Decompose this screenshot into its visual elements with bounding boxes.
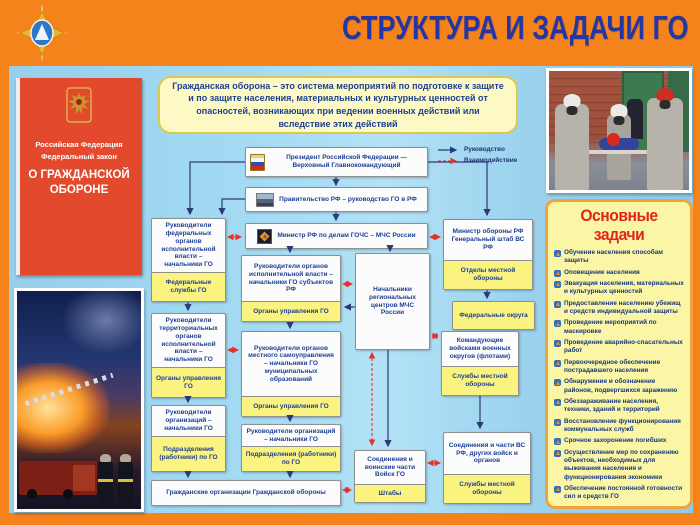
node-president (245, 147, 428, 177)
mchs-badge-icon (554, 450, 561, 457)
node-text: Руководители федеральных органов исполнительной власти – начальники ГО (161, 222, 216, 269)
task-text: Проведение мероприятий по маскировке (564, 319, 657, 335)
node-text: Руководители органов исполнительной власти – начальники ГО субъектов РФ (248, 262, 334, 294)
smoke-shape (61, 288, 144, 355)
rescuer-figure (555, 104, 589, 190)
node-municipal-leaders (241, 331, 341, 417)
task-text: Проведение аварийно-спасательных работ (564, 338, 683, 355)
node-text: Руководители организаций – начальники ГО (246, 427, 336, 443)
mchs-star-emblem-icon (16, 4, 68, 62)
federal-law-book-cover (16, 78, 142, 275)
task-text: Обнаружение и обозначение районов, подвергшихся заражению (564, 378, 678, 394)
mchs-badge-icon (554, 340, 561, 347)
government-building-icon (256, 193, 274, 207)
mchs-badge-icon (554, 250, 561, 257)
node-territorial-leaders (151, 313, 226, 398)
poster-header (0, 0, 700, 66)
task-item (554, 437, 684, 445)
task-item (554, 398, 684, 415)
mchs-badge-icon (554, 270, 561, 277)
gas-mask-shape (614, 116, 625, 125)
wheel-shape (63, 489, 73, 499)
poster-title: СТРУКТУРА И ЗАДАЧИ ГО (341, 9, 688, 46)
node-text: Правительство РФ – руководство ГО в РФ (279, 195, 417, 203)
main-tasks-panel (545, 199, 693, 509)
mchs-badge-icon (554, 301, 561, 308)
photo-firefighting-night (14, 288, 144, 512)
task-item (554, 359, 684, 376)
task-item (554, 249, 684, 266)
node-text: Соединения и воинские части Войск ГО (364, 455, 416, 479)
node-text: Руководители территориальных органов исполнительной власти – начальники ГО (159, 317, 218, 364)
node-text: Руководители органов местного самоуправления – начальники ГО муниципальных образований (248, 344, 334, 383)
task-text: Первоочередное обеспечение пострадавшего населения (564, 358, 661, 374)
node-government (245, 187, 428, 212)
node-text: Министр РФ по делам ГОЧС – МЧС России (277, 232, 416, 240)
node-subject-leaders (241, 255, 341, 322)
civil-defense-definition (158, 76, 518, 134)
task-text: Оповещение населения (564, 268, 640, 276)
russia-coat-of-arms-icon (64, 87, 94, 127)
task-item (554, 300, 684, 317)
task-text: Обеспечение постоянной готовности сил и средств ГО (564, 484, 683, 501)
node-text: Соединения и части ВС РФ, других войск и органов (448, 441, 526, 465)
mchs-badge-icon (554, 281, 561, 288)
node-text: Руководители организаций – начальники ГО (164, 409, 213, 432)
node-subtext: Органы управления ГО (253, 402, 329, 410)
node-go-troops (354, 450, 426, 503)
task-item (554, 449, 684, 482)
mchs-badge-icon (554, 486, 561, 493)
node-federal-leaders (151, 218, 226, 302)
task-text: Восстановление функционирования коммунальных служб (564, 417, 681, 433)
node-subtext: Подразделения (работники) по ГО (245, 451, 337, 466)
mchs-badge-icon (554, 320, 561, 327)
mchs-badge-icon (554, 360, 561, 367)
task-item (554, 418, 684, 435)
node-commanders (441, 331, 519, 396)
mchs-badge-icon (554, 438, 561, 445)
wheel-shape (27, 489, 37, 499)
node-text: Федеральные округа (459, 311, 528, 319)
node-text: Министр обороны РФ Генеральный штаб ВС РФ (451, 228, 525, 251)
fire-truck-shape (19, 461, 97, 495)
node-text: Командующие войсками военных округов (флотами) (449, 337, 511, 360)
victim-shape (599, 138, 639, 150)
task-text: Эвакуация населения, материальных и культурных ценностей (564, 279, 684, 296)
truck-cab-shape (73, 465, 95, 491)
gas-mask-shape (660, 100, 671, 109)
gas-mask-shape (567, 106, 578, 115)
task-item (554, 280, 684, 297)
node-subtext: Федеральные службы ГО (165, 279, 212, 294)
node-subtext: Штабы (378, 489, 402, 497)
node-federal-okruga (452, 301, 535, 330)
node-subtext: Органы управления ГО (253, 307, 329, 315)
node-org-leaders-center (241, 424, 341, 472)
task-text: Осуществление мер по сохранению объектов, необходимых для выживания населения и функционирования экономики (564, 448, 679, 481)
task-item (554, 269, 684, 277)
node-vs-units (443, 432, 531, 504)
photo-rescuers-stretcher (546, 68, 692, 193)
firefighter-silhouette (98, 461, 113, 503)
task-text: Предоставление населению убежищ и средств индивидуальной защиты (564, 299, 681, 315)
helmet-shape (100, 454, 111, 462)
node-defense-minister (443, 219, 533, 290)
task-text: Обеззараживание населения, техники, зданий и территорий (564, 397, 660, 414)
russia-crest-icon (250, 154, 265, 171)
node-regional-chiefs (355, 253, 430, 350)
flame-shape (14, 363, 109, 453)
helmet-shape (120, 454, 131, 462)
mchs-logo-icon (257, 229, 272, 244)
legend-leadership-label: Руководство (464, 146, 505, 153)
node-subtext: Органы управления ГО (155, 374, 222, 390)
node-text: Гражданские организации Гражданской обороны (166, 489, 326, 497)
legend-interaction-label: Взаимодействие (464, 157, 518, 164)
rescuer-figure (647, 98, 683, 190)
node-subtext: Службы местной обороны (452, 373, 508, 388)
node-subtext: Подразделения (работники) по ГО (159, 446, 218, 461)
task-item (554, 378, 684, 395)
book-country-line: Российская Федерация (35, 140, 123, 149)
task-text: Срочное захоронение погибших (564, 437, 667, 445)
book-law-line: Федеральный закон (41, 152, 117, 161)
mchs-badge-icon (554, 419, 561, 426)
node-mchs-minister (245, 223, 428, 249)
mchs-badge-icon (554, 399, 561, 406)
firefighter-silhouette (118, 461, 133, 503)
task-text: Обучение населения способам защиты (564, 249, 664, 265)
stretcher-shape (589, 150, 655, 154)
task-item (554, 485, 684, 502)
tasks-heading: Основные задачи (580, 207, 658, 244)
task-item (554, 339, 684, 356)
mchs-badge-icon (554, 379, 561, 386)
book-title: О ГРАЖДАНСКОЙ ОБОРОНЕ (28, 169, 130, 196)
node-civil-organizations (151, 480, 341, 506)
node-text: Президент Российской Федерации — Верховный Главнокомандующий (286, 154, 407, 169)
definition-text: Гражданская оборона – это система мероприятий по подготовке к защите и по защите населения, материальных и культурных ценностей от опасностей, возникающих при ведении военных действий или вследствие этих действий (172, 80, 504, 129)
node-subtext: Службы местной обороны (459, 481, 515, 496)
node-org-leaders-left (151, 405, 226, 472)
node-subtext: Отделы местной обороны (460, 267, 516, 282)
task-item (554, 319, 684, 336)
node-text: Начальники региональных центров МЧС России (368, 285, 417, 317)
